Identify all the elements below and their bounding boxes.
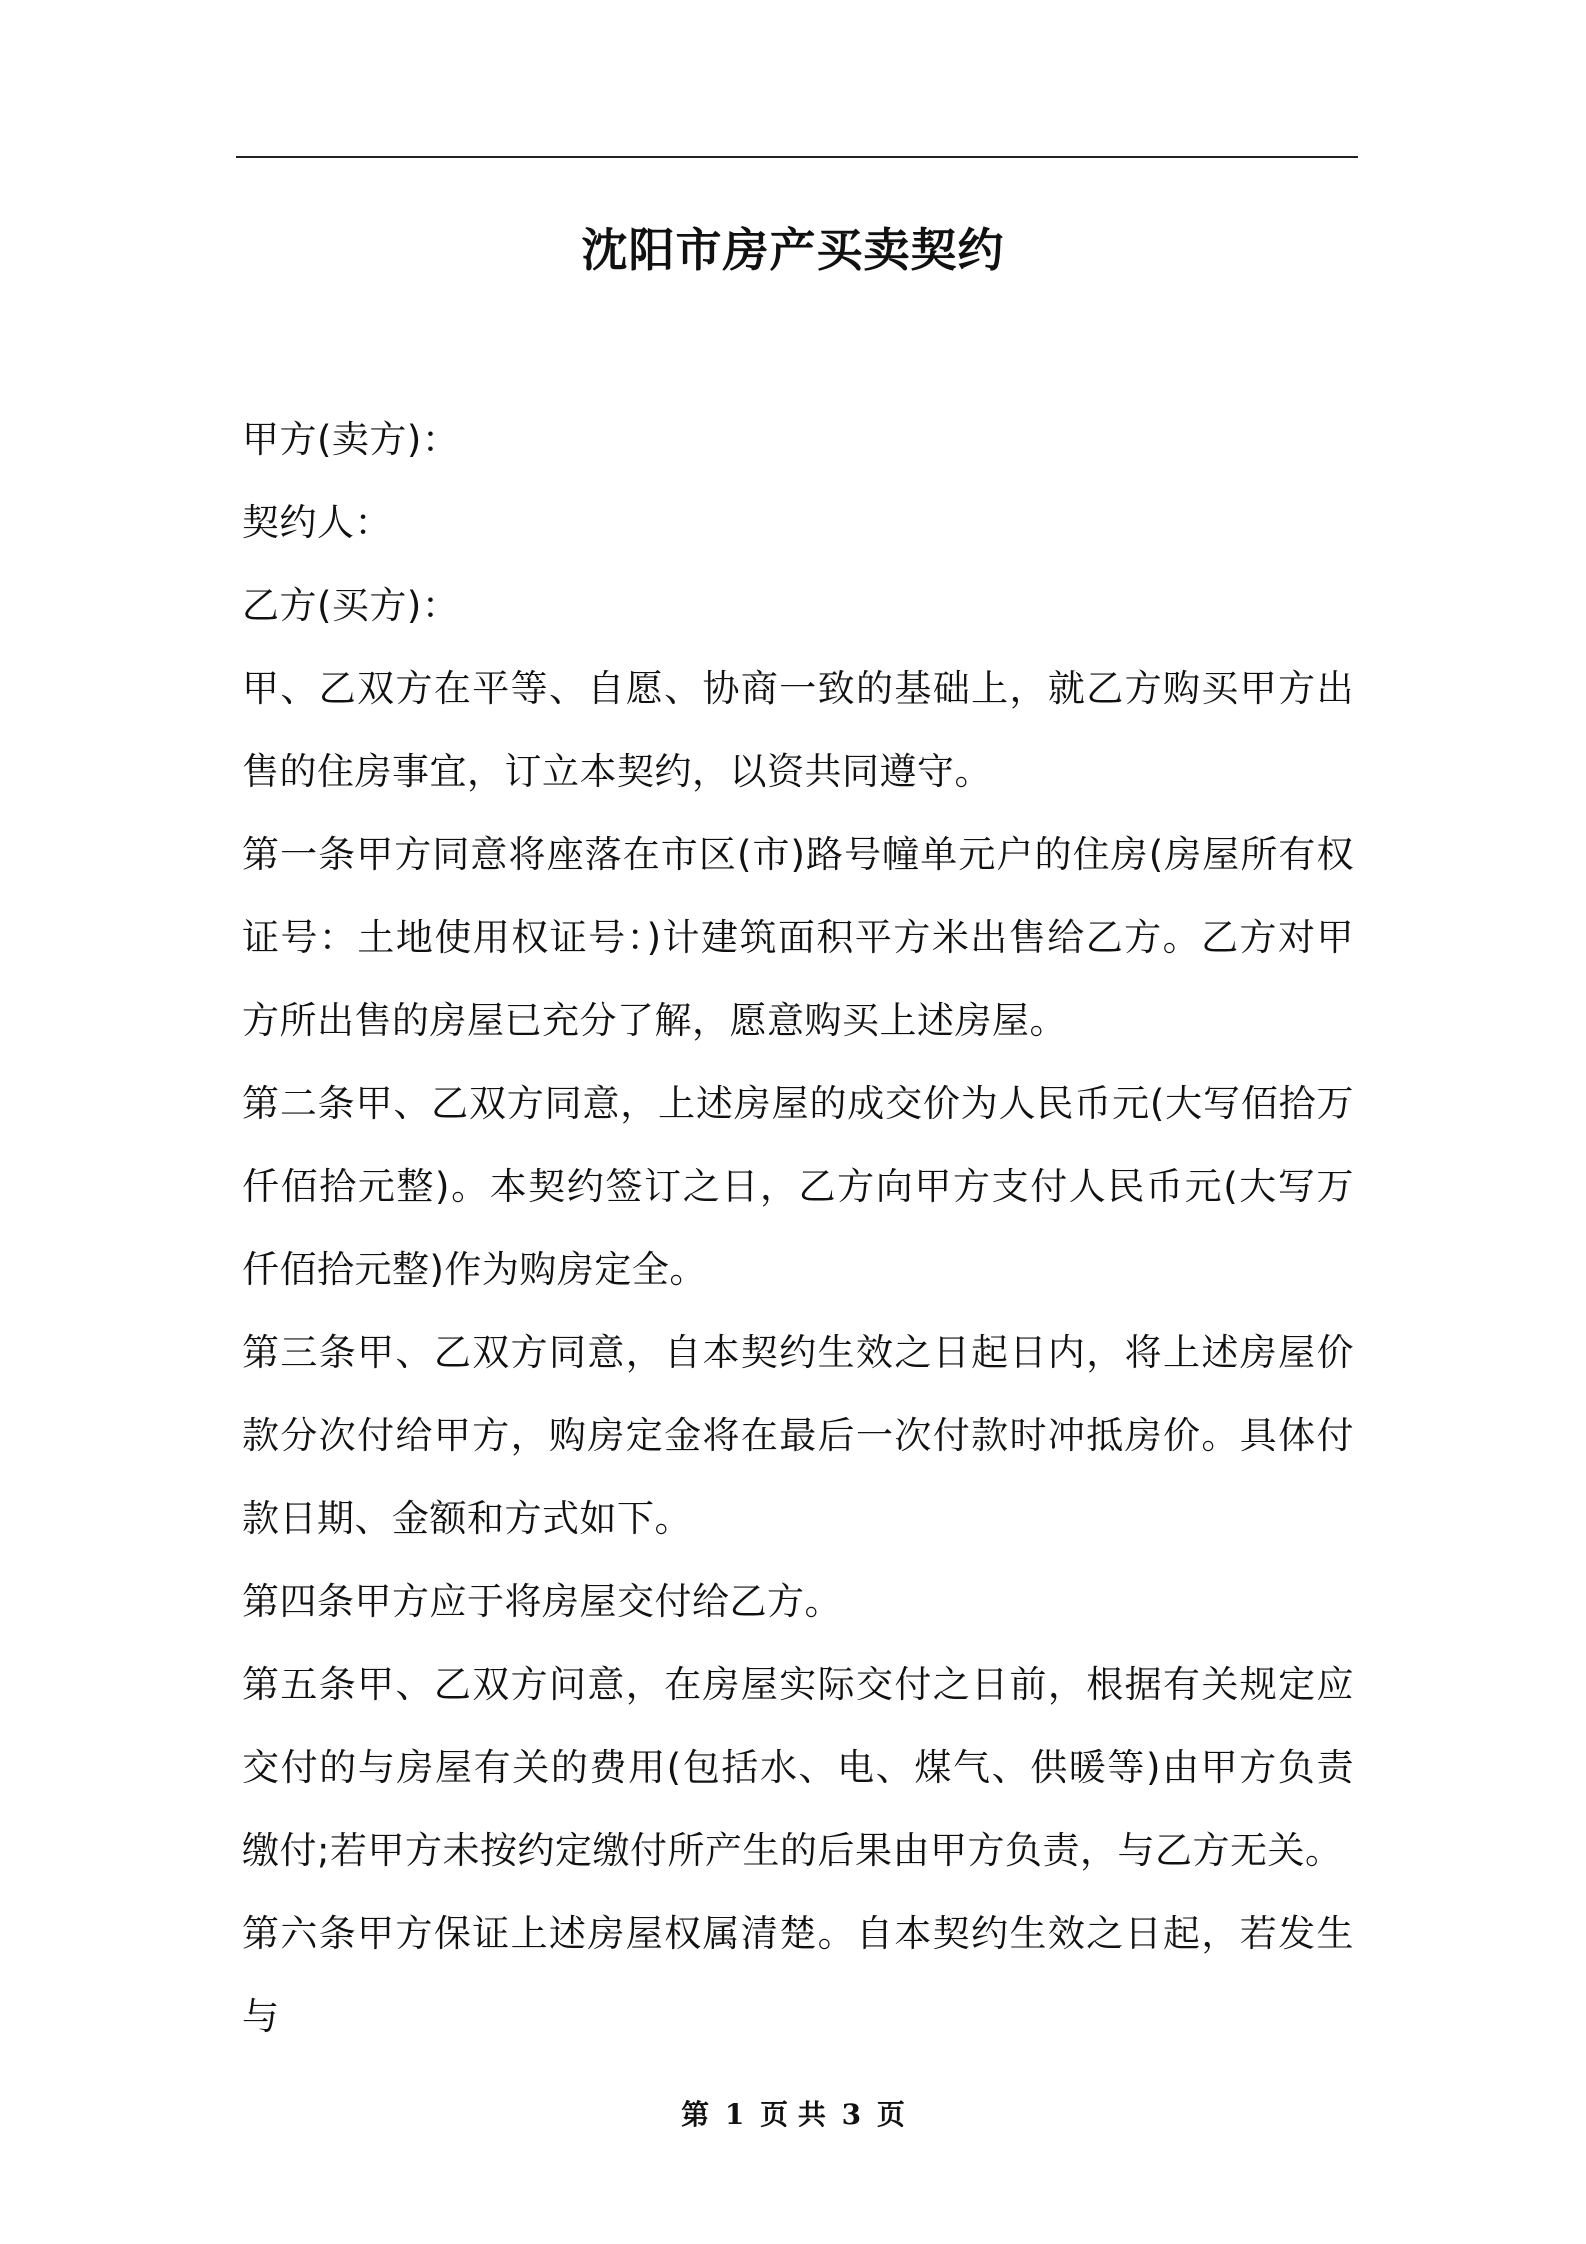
footer-page-number: 1 (724, 2098, 745, 2131)
footer-suffix: 页 (876, 2098, 905, 2131)
paragraph-article-3: 第三条甲、乙双方同意，自本契约生效之日起日内，将上述房屋价款分次付给甲方，购房定金将在最后一次付款时冲抵房价。具体付款日期、金额和方式如下。 (242, 1331, 1354, 1540)
paragraph-article-2: 第二条甲、乙双方同意，上述房屋的成交价为人民币元(大写佰拾万仟佰拾元整)。本契约签订之日，乙方向甲方支付人民币元(大写万仟佰拾元整)作为购房定全。 (242, 1082, 1354, 1291)
document-body (242, 398, 1354, 2058)
document-title: 沈阳市房产买卖契约 (581, 223, 1005, 277)
paragraph-party-a: 甲方(卖方)： (242, 418, 460, 461)
paragraph-article-4: 第四条甲方应于将房屋交付给乙方。 (242, 1580, 842, 1623)
paragraph-preamble: 甲、乙双方在平等、自愿、协商一致的基础上，就乙方购买甲方出售的住房事宜，订立本契约，以资共同遵守。 (242, 667, 1354, 793)
header-rule (236, 156, 1358, 158)
paragraph-party-b: 乙方(买方)： (242, 584, 460, 627)
paragraph-article-6: 第六条甲方保证上述房屋权属清楚。自本契约生效之日起，若发生与 (242, 1912, 1354, 2038)
paragraph-article-5: 第五条甲、乙双方问意，在房屋实际交付之日前，根据有关规定应交付的与房屋有关的费用(包括水、电、煤气、供暖等)由甲方负责缴付;若甲方未按约定缴付所产生的后果由甲方负责，与乙方无关。 (242, 1663, 1354, 1872)
footer-prefix: 第 (681, 2098, 710, 2131)
footer-total-pages: 3 (841, 2098, 862, 2131)
footer-middle: 页 共 (760, 2098, 826, 2131)
paragraph-article-1: 第一条甲方同意将座落在市区(市)路号幢单元户的住房(房屋所有权证号：土地使用权证号：)计建筑面积平方米出售给乙方。乙方对甲方所出售的房屋已充分了解，愿意购买上述房屋。 (242, 833, 1354, 1042)
paragraph-contractor: 契约人： (242, 501, 392, 544)
page-footer (0, 2090, 1586, 2140)
